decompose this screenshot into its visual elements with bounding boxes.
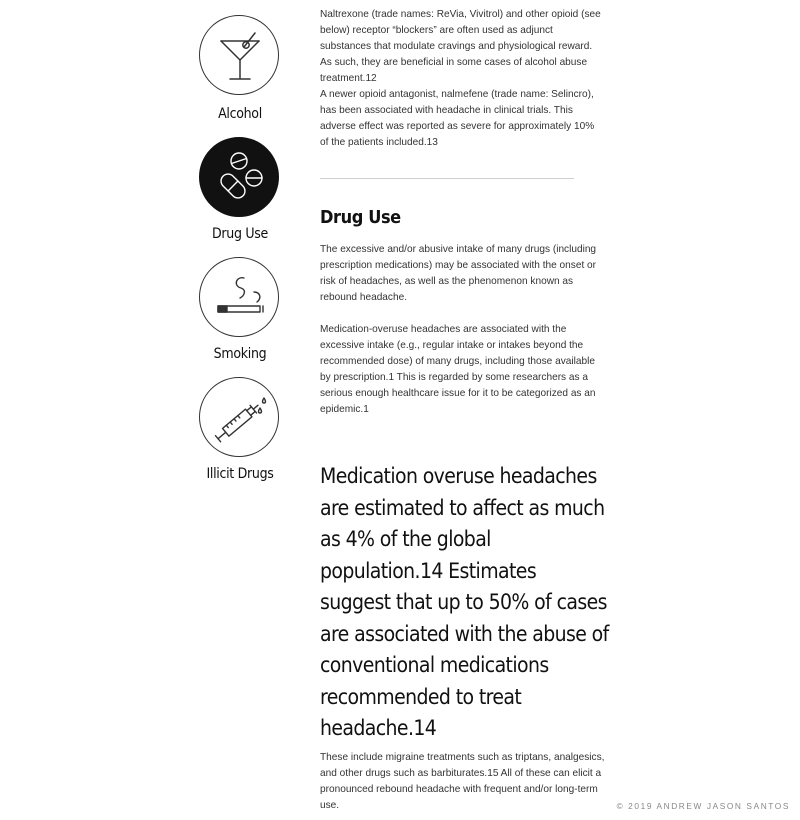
paragraph-naltrexone: Naltrexone (trade names: ReVia, Vivitrol) and other opioid (see below) receptor “blockers” are often used as adjunct substances that modulate cravings and physiological reward. As such, they are beneficial in some cases of alcohol abuse treatment.12 (320, 9, 601, 84)
nav-label-illicit-drugs: Illicit Drugs (206, 466, 274, 482)
nav-label-smoking: Smoking (213, 346, 267, 362)
paragraph-migraine-treatments: These include migraine treatments such as triptans, analgesics, and other drugs such as barbiturates.15 All of these can elicit a pronounced rebound headache with frequent and/or long-term use. (320, 752, 605, 811)
smoking-circle (199, 257, 279, 337)
paragraph-drug-intake: The excessive and/or abusive intake of many drugs (including prescription medications) may be associated with the onset or risk of headaches, as well as the phenomenon known as rebound headache. (320, 244, 597, 303)
pull-quote: Medication overuse headaches are estimated to affect as much as 4% of the global population.14 Estimates suggest that up to 50% of cases are associated with the abuse of conventional medications recommended to treat headache.14 (320, 464, 609, 740)
illicit-drugs-circle (199, 377, 279, 457)
footer-copyright: © 2019 ANDREW JASON SANTOS (616, 801, 790, 811)
section-title-drug-use: Drug Use (320, 207, 401, 228)
paragraph-nalmefene: A newer opioid antagonist, nalmefene (trade name: Selincro), has been associated with headache in clinical trials. This adverse effect was reported as severe for approximately 10% of the patients included.13 (320, 89, 595, 148)
pills-icon (200, 138, 280, 218)
section-divider (320, 178, 574, 179)
drug-use-circle (199, 137, 279, 217)
cigarette-icon (200, 258, 280, 338)
nav-label-alcohol: Alcohol (218, 106, 262, 122)
alcohol-circle (199, 15, 279, 95)
martini-glass-icon (200, 16, 280, 96)
paragraph-medication-overuse: Medication-overuse headaches are associated with the excessive intake (e.g., regular intake or intakes beyond the recommended dose) of many drugs, including those available by prescription.1 This is regarded by some researchers as a serious enough healthcare issue for it to be categorized as an epidemic.1 (320, 324, 596, 415)
syringe-icon (200, 378, 280, 458)
nav-label-drug-use: Drug Use (212, 226, 268, 242)
